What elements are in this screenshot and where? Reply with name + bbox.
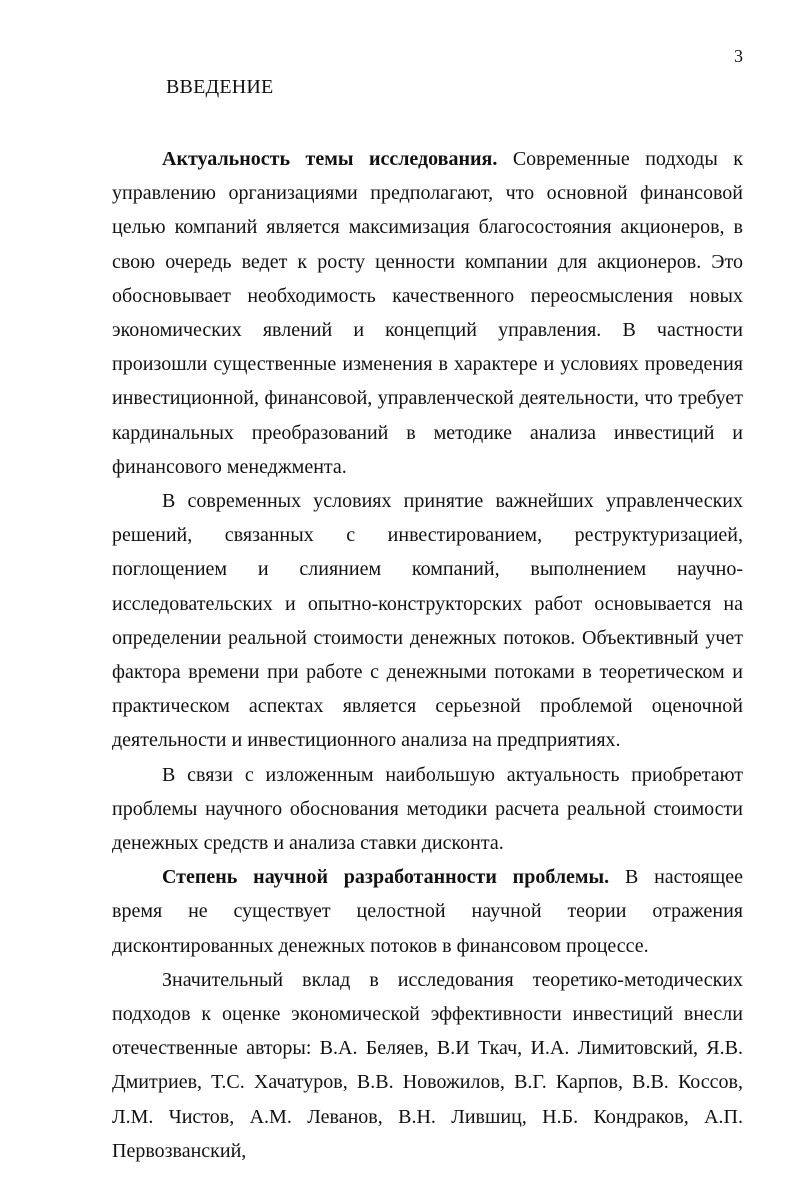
paragraph <box>112 484 743 758</box>
paragraph <box>112 142 743 484</box>
paragraph-text: В настоящее время не существует целостной научной теории отражения дисконтированных денежных потоков в финансовом процессе. <box>112 866 743 957</box>
paragraph <box>112 758 743 861</box>
paragraph-lead: Актуальность темы исследования. <box>162 148 498 170</box>
paragraph-text: Значительный вклад в исследования теоретико-методических подходов к оценке экономической эффективности инвестиций внесли отечественные авторы: В.А. Беляев, В.И Ткач, И.А. Лимитовский, Я.В. Дмитриев, Т.С. Хачатуров, В.В. Новожилов, В.Г. Карпов, В.В. Коссов, Л.М. Чистов, А.М. Леванов, В.Н. Лившиц, Н.Б. Кондраков, А.П. Первозванский, <box>112 968 743 1162</box>
paragraph <box>112 860 743 963</box>
section-heading: ВВЕДЕНИЕ <box>166 76 274 98</box>
paragraph-text: В связи с изложенным наибольшую актуальность приобретают проблемы научного обоснования методики расчета реальной стоимости денежных средств и анализа ставки дисконта. <box>112 763 743 855</box>
paragraph <box>112 963 743 1168</box>
page-number: 3 <box>734 46 743 66</box>
paragraph-lead: Степень научной разработанности проблемы. <box>162 866 610 889</box>
paragraph-text: Современные подходы к управлению организациями предполагают, что основной финансовой целью компаний является максимизация благосостояния акционеров, в свою очередь ведет к росту ценности компании для акционеров. Это обосновывает необходимость качественного переосмысления новых экономических явлений и концепций управления. В частности произошли существенные изменения в характере и условиях проведения инвестиционной, финансовой, управленческой деятельности, что требует кардинальных преобразований в методике анализа инвестиций и финансового менеджмента. <box>112 148 743 478</box>
body-text <box>112 142 743 1168</box>
paragraph-text: В современных условиях принятие важнейших управленческих решений, связанных с инвестированием, реструктуризацией, поглощением и слиянием компаний, выполнением научно-исследовательских и опытно-конструкторских работ основывается на определении реальной стоимости денежных потоков. Объективный учет фактора времени при работе с денежными потоками в теоретическом и практическом аспектах является серьезной проблемой оценочной деятельности и инвестиционного анализа на предприятиях. <box>112 490 743 752</box>
